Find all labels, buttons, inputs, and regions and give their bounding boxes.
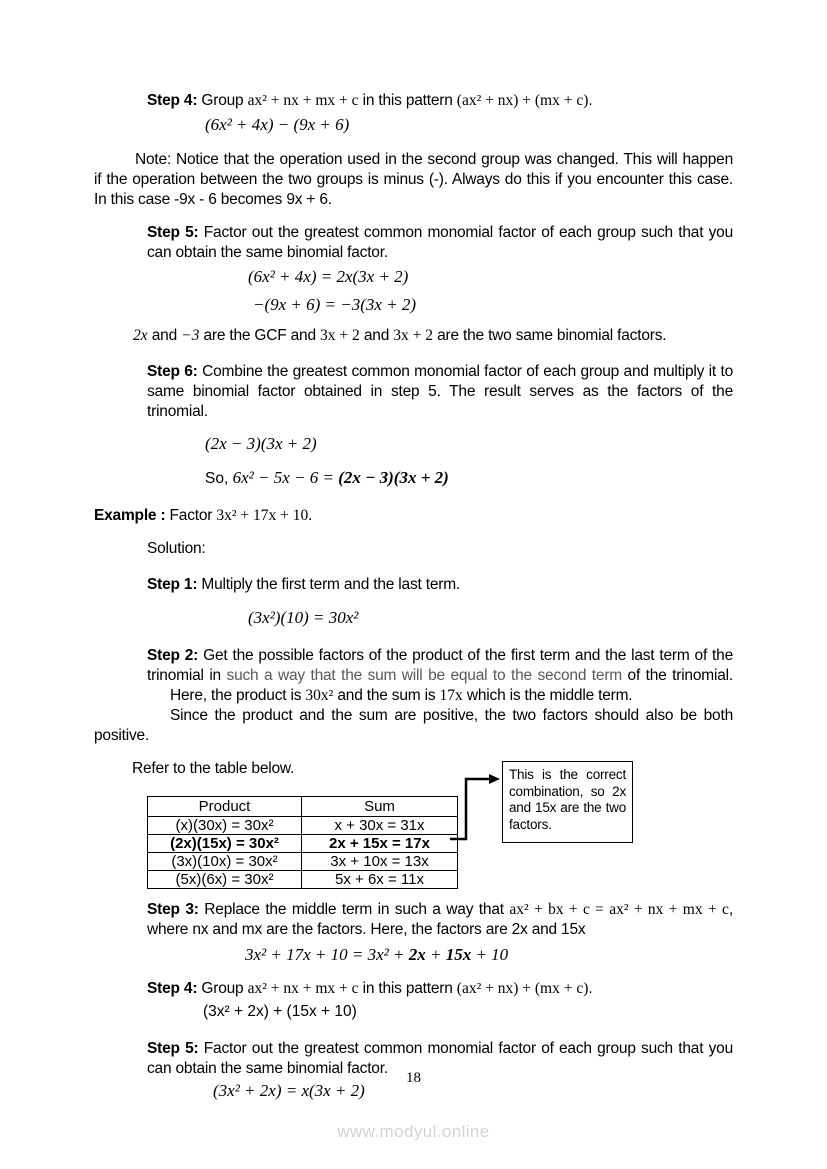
text-segment: are the GCF and [199, 327, 321, 344]
step3-block [147, 900, 733, 940]
arrow-connector-icon [444, 773, 506, 845]
text-segment: . [588, 980, 593, 997]
inline-math: 2x [133, 327, 148, 344]
step4-top-line [147, 90, 733, 112]
text-segment: Factor out the greatest common monomial factor of each group such that you [198, 1040, 734, 1057]
cell-sum: 2x + 15x = 17x [302, 835, 458, 853]
column-header-sum: Sum [302, 797, 458, 817]
text-segment: Factor out the greatest common monomial factor of each group such that you [198, 224, 734, 241]
table-row [148, 817, 458, 835]
equation-result [205, 464, 733, 493]
inline-math: 6x² − 5x − 6 = [232, 468, 339, 487]
table-row-correct [148, 835, 458, 853]
step3-line-2: where nx and mx are the factors. Here, the factors are 2x and 15x [147, 921, 586, 938]
product-sum-table [147, 796, 458, 889]
equation-gcf-1: (6x² + 4x) = 2x(3x + 2) [248, 267, 409, 286]
example-heading [94, 504, 733, 528]
step5-line-2: can obtain the same binomial factor. [147, 244, 388, 261]
text-segment: . [308, 507, 313, 524]
step6-line-1 [147, 362, 733, 382]
example-label: Example : [94, 507, 166, 524]
inline-math: 17x [439, 687, 463, 704]
inline-math-bold: 2x [408, 945, 426, 964]
equation-gcf-final: (3x² + 2x) = x(3x + 2) [213, 1081, 365, 1100]
step-label: Step 5: [147, 1040, 199, 1057]
step-label: Step 1: [147, 576, 198, 593]
step5-second-line-2: can obtain the same binomial factor. [147, 1060, 388, 1077]
table-header-row [148, 797, 458, 817]
inline-math: 3x² + 17x + 10 = 3x² + [245, 945, 409, 964]
inline-math: (ax² + nx) + (mx + c) [456, 980, 589, 997]
text-segment: Combine the greatest common monomial factor of each group and multiply it to [197, 363, 733, 380]
equation-product: (3x²)(10) = 30x² [248, 608, 359, 627]
inline-math: ax² + bx + c = ax² + nx + mx + c [509, 901, 729, 918]
positive-line: positive. [94, 727, 150, 744]
equation-replace [245, 942, 733, 968]
table-row [148, 871, 458, 889]
step2-block [147, 646, 733, 686]
equation-grouping-2: (3x² + 2x) + (15x + 10) [203, 1003, 357, 1020]
step-label: Step 3: [147, 901, 199, 918]
inline-math: + [425, 945, 446, 964]
cell-sum: x + 30x = 31x [302, 817, 458, 835]
step-label: Step 2: [147, 647, 199, 664]
here-sentence [170, 686, 733, 706]
text-segment: and the sum is [333, 687, 440, 704]
note-line-1: Note: Notice that the operation used in the second group was changed. This will happen [135, 151, 733, 168]
table-row [148, 853, 458, 871]
inline-math-bold: 15x [445, 945, 472, 964]
inline-math: 3x² + 17x + 10 [216, 507, 309, 524]
inline-math: 3x + 2 [393, 327, 433, 344]
cell-product: (2x)(15x) = 30x² [148, 835, 302, 853]
step-label: Step 6: [147, 363, 198, 380]
since-sentence: Since the product and the sum are positive, the two factors should also be both [170, 707, 733, 724]
text-segment: trinomial in [147, 667, 227, 684]
step1-line [147, 575, 733, 595]
text-segment: of the trinomial. [622, 667, 733, 684]
text-segment: in this pattern [358, 92, 457, 109]
text-segment: and [359, 327, 394, 344]
note-line-2: if the operation between the two groups is minus (-). Always do this if you encounter this case. [94, 171, 733, 188]
text-segment: which is the middle term. [462, 687, 633, 704]
text-segment: in this pattern [358, 980, 457, 997]
text-segment: Group [197, 980, 248, 997]
step1-block [147, 575, 733, 595]
inline-math: (ax² + nx) + (mx + c) [456, 92, 589, 109]
step4-top-block [147, 90, 733, 138]
equation-grouping: (6x² + 4x) − (9x + 6) [205, 115, 350, 134]
note-line-3: In this case -9x - 6 becomes 9x + 6. [94, 191, 332, 208]
cell-product: (5x)(6x) = 30x² [148, 871, 302, 889]
inline-math: 3x + 2 [320, 327, 360, 344]
text-segment: Get the possible factors of the product of the first term and the last term of the [198, 647, 733, 664]
text-segment: Group [197, 92, 248, 109]
inline-math: ax² + nx + mx + c [247, 980, 359, 997]
note-paragraph [94, 150, 733, 210]
step5-line-1 [147, 223, 733, 243]
table-region [94, 759, 733, 886]
inline-math-bold: (2x − 3)(3x + 2) [338, 468, 449, 487]
callout-box: This is the correct combination, so 2x and 15x are the two factors. [502, 761, 633, 843]
text-segment: Replace the middle term in such a way that [198, 901, 510, 918]
inline-math: ax² + nx + mx + c [247, 92, 359, 109]
step-label: Step 4: [147, 980, 198, 997]
inline-math: −3 [181, 327, 200, 344]
cell-product: (x)(30x) = 30x² [148, 817, 302, 835]
step6-line-2: same binomial factor obtained in step 5. The result serves as the factors of the trinomial. [147, 383, 733, 420]
equation-factors: (2x − 3)(3x + 2) [205, 434, 317, 453]
step3-line-1 [147, 900, 733, 920]
step-label: Step 5: [147, 224, 199, 241]
step2-line-2 [147, 666, 733, 686]
inline-math: + 10 [471, 945, 509, 964]
solution-label: Solution: [147, 540, 206, 557]
text-segment: are the two same binomial factors. [433, 327, 667, 344]
cell-sum: 3x + 10x = 13x [302, 853, 458, 871]
step-label: Step 4: [147, 92, 198, 109]
text-segment: Multiply the first term and the last term. [197, 576, 461, 593]
step5-second-line-1 [147, 1039, 733, 1059]
text-segment: Factor [165, 507, 217, 524]
watermark: www.modyul.online [337, 1122, 490, 1141]
text-segment-gray: such a way that the sum will be equal to the second term [226, 667, 623, 684]
step5-first-block [147, 223, 733, 263]
text-segment: , [728, 901, 733, 918]
text-segment: and [147, 327, 182, 344]
step6-block [147, 362, 733, 422]
cell-product: (3x)(10x) = 30x² [148, 853, 302, 871]
page-number: 18 [406, 1070, 421, 1086]
text-segment: Here, the product is [170, 687, 306, 704]
gcf-sentence [133, 326, 733, 346]
column-header-product: Product [148, 797, 302, 817]
refer-line: Refer to the table below. [132, 760, 295, 777]
inline-math: 30x² [305, 687, 334, 704]
step2-line-1 [147, 646, 733, 666]
text-segment: So, [205, 470, 233, 487]
equation-gcf-2: −(9x + 6) = −3(3x + 2) [253, 295, 417, 314]
text-segment: . [588, 92, 593, 109]
step4-second-block [147, 978, 733, 1000]
step4-second-line [147, 978, 733, 1000]
cell-sum: 5x + 6x = 11x [302, 871, 458, 889]
